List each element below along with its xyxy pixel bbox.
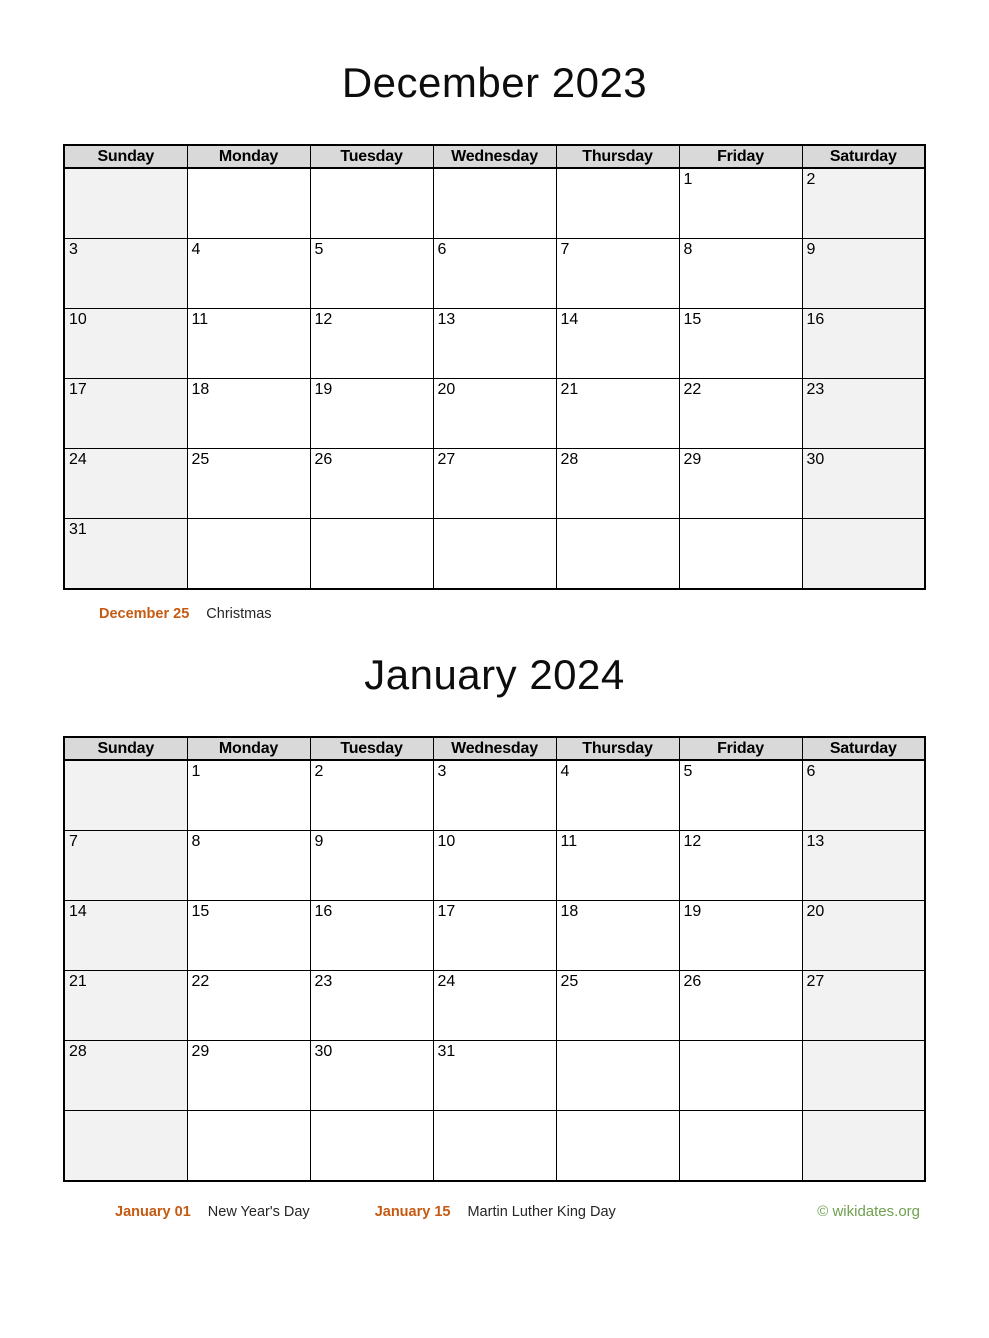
day-cell-11: 11 — [556, 831, 679, 901]
holiday-date: January 15 — [374, 1204, 451, 1220]
week-row — [64, 309, 925, 379]
day-cell-12: 12 — [679, 831, 802, 901]
week-row — [64, 1111, 925, 1182]
weekday-header-friday: Friday — [679, 737, 802, 760]
day-cell-empty — [187, 519, 310, 590]
day-cell-empty — [64, 1111, 187, 1182]
december-calendar — [63, 144, 926, 590]
day-cell-14: 14 — [64, 901, 187, 971]
weekday-header-tuesday: Tuesday — [310, 145, 433, 168]
day-cell-20: 20 — [433, 379, 556, 449]
calendar-title-december: December 2023 — [341, 59, 648, 106]
calendar-page — [0, 58, 989, 1338]
day-cell-4: 4 — [187, 239, 310, 309]
day-cell-28: 28 — [556, 449, 679, 519]
day-cell-27: 27 — [802, 971, 925, 1041]
day-cell-28: 28 — [64, 1041, 187, 1111]
day-cell-6: 6 — [433, 239, 556, 309]
day-cell-1: 1 — [679, 168, 802, 239]
day-cell-9: 9 — [802, 239, 925, 309]
weekday-header-thursday: Thursday — [556, 737, 679, 760]
week-row — [64, 971, 925, 1041]
january-holidays-footer — [63, 1202, 926, 1222]
day-cell-16: 16 — [310, 901, 433, 971]
week-row — [64, 901, 925, 971]
weekday-header-tuesday: Tuesday — [310, 737, 433, 760]
day-cell-31: 31 — [433, 1041, 556, 1111]
week-row — [64, 760, 925, 831]
day-cell-10: 10 — [433, 831, 556, 901]
january-calendar — [63, 736, 926, 1182]
day-cell-19: 19 — [310, 379, 433, 449]
day-cell-empty — [802, 1041, 925, 1111]
day-cell-2: 2 — [310, 760, 433, 831]
day-cell-8: 8 — [679, 239, 802, 309]
day-cell-22: 22 — [679, 379, 802, 449]
day-cell-empty — [679, 1111, 802, 1182]
day-cell-2: 2 — [802, 168, 925, 239]
day-cell-13: 13 — [802, 831, 925, 901]
day-cell-30: 30 — [802, 449, 925, 519]
day-cell-empty — [64, 168, 187, 239]
day-cell-14: 14 — [556, 309, 679, 379]
day-cell-7: 7 — [556, 239, 679, 309]
day-cell-6: 6 — [802, 760, 925, 831]
calendar-table-january — [63, 736, 926, 1182]
day-cell-15: 15 — [679, 309, 802, 379]
day-cell-25: 25 — [187, 449, 310, 519]
week-row — [64, 449, 925, 519]
holiday-list — [115, 1202, 616, 1222]
day-cell-empty — [556, 1041, 679, 1111]
week-row — [64, 519, 925, 590]
day-cell-3: 3 — [433, 760, 556, 831]
day-cell-26: 26 — [679, 971, 802, 1041]
day-cell-19: 19 — [679, 901, 802, 971]
holiday-date: January 01 — [115, 1204, 191, 1220]
weekday-header-row — [64, 145, 925, 168]
day-cell-empty — [433, 519, 556, 590]
day-cell-7: 7 — [64, 831, 187, 901]
day-cell-empty — [64, 760, 187, 831]
day-cell-13: 13 — [433, 309, 556, 379]
weekday-header-row — [64, 737, 925, 760]
day-cell-empty — [802, 519, 925, 590]
day-cell-21: 21 — [556, 379, 679, 449]
day-cell-17: 17 — [433, 901, 556, 971]
day-cell-empty — [802, 1111, 925, 1182]
day-cell-24: 24 — [64, 449, 187, 519]
day-cell-empty — [679, 519, 802, 590]
weekday-header-wednesday: Wednesday — [433, 737, 556, 760]
holiday-name: Martin Luther King Day — [467, 1204, 616, 1220]
day-cell-15: 15 — [187, 901, 310, 971]
day-cell-27: 27 — [433, 449, 556, 519]
weekday-header-sunday: Sunday — [64, 145, 187, 168]
day-cell-22: 22 — [187, 971, 310, 1041]
week-row — [64, 831, 925, 901]
week-row — [64, 168, 925, 239]
weekday-header-wednesday: Wednesday — [433, 145, 556, 168]
week-row — [64, 239, 925, 309]
day-cell-5: 5 — [310, 239, 433, 309]
holiday-list — [99, 604, 272, 624]
day-cell-empty — [679, 1041, 802, 1111]
week-row — [64, 1041, 925, 1111]
day-cell-empty — [433, 1111, 556, 1182]
day-cell-23: 23 — [802, 379, 925, 449]
weekday-header-friday: Friday — [679, 145, 802, 168]
day-cell-21: 21 — [64, 971, 187, 1041]
day-cell-empty — [556, 168, 679, 239]
day-cell-23: 23 — [310, 971, 433, 1041]
day-cell-16: 16 — [802, 309, 925, 379]
day-cell-18: 18 — [556, 901, 679, 971]
day-cell-25: 25 — [556, 971, 679, 1041]
day-cell-5: 5 — [679, 760, 802, 831]
day-cell-30: 30 — [310, 1041, 433, 1111]
wikidates-brand-link[interactable]: © wikidates.org — [817, 1203, 920, 1220]
day-cell-29: 29 — [187, 1041, 310, 1111]
day-cell-26: 26 — [310, 449, 433, 519]
day-cell-24: 24 — [433, 971, 556, 1041]
day-cell-12: 12 — [310, 309, 433, 379]
day-cell-empty — [556, 1111, 679, 1182]
day-cell-11: 11 — [187, 309, 310, 379]
day-cell-empty — [433, 168, 556, 239]
day-cell-29: 29 — [679, 449, 802, 519]
calendar-title-january: January 2024 — [364, 651, 625, 698]
weekday-header-saturday: Saturday — [802, 145, 925, 168]
day-cell-8: 8 — [187, 831, 310, 901]
weekday-header-thursday: Thursday — [556, 145, 679, 168]
holiday-date: December 25 — [99, 606, 190, 622]
weekday-header-saturday: Saturday — [802, 737, 925, 760]
day-cell-empty — [187, 168, 310, 239]
holiday-item — [115, 1202, 310, 1222]
day-cell-3: 3 — [64, 239, 187, 309]
day-cell-31: 31 — [64, 519, 187, 590]
weekday-header-sunday: Sunday — [64, 737, 187, 760]
day-cell-17: 17 — [64, 379, 187, 449]
holiday-name: Christmas — [206, 606, 272, 622]
day-cell-18: 18 — [187, 379, 310, 449]
holiday-item — [375, 1202, 616, 1222]
day-cell-empty — [187, 1111, 310, 1182]
weekday-header-monday: Monday — [187, 737, 310, 760]
calendar-table-december — [63, 144, 926, 590]
week-row — [64, 379, 925, 449]
day-cell-4: 4 — [556, 760, 679, 831]
weekday-header-monday: Monday — [187, 145, 310, 168]
holiday-item — [99, 604, 272, 624]
day-cell-empty — [310, 1111, 433, 1182]
holiday-name: New Year's Day — [207, 1204, 310, 1220]
day-cell-9: 9 — [310, 831, 433, 901]
day-cell-20: 20 — [802, 901, 925, 971]
day-cell-1: 1 — [187, 760, 310, 831]
day-cell-10: 10 — [64, 309, 187, 379]
day-cell-empty — [310, 168, 433, 239]
day-cell-empty — [556, 519, 679, 590]
day-cell-empty — [310, 519, 433, 590]
december-holidays — [63, 604, 926, 624]
